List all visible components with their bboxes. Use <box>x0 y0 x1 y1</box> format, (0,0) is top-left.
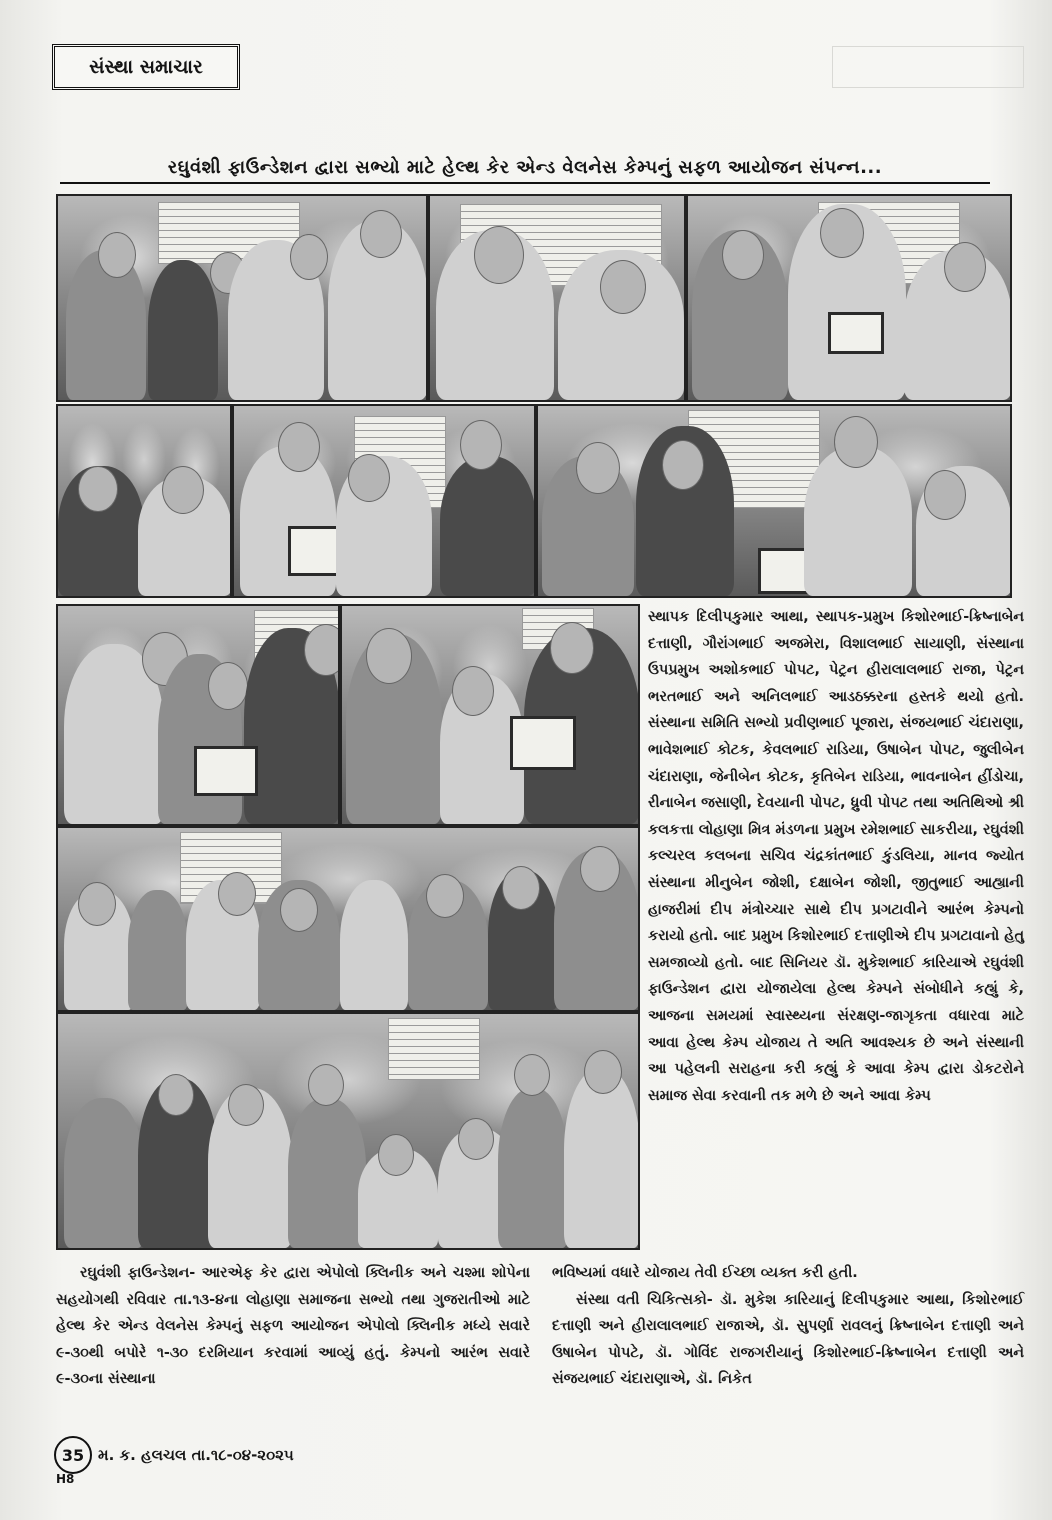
page-number: 35 <box>54 1436 92 1474</box>
section-label: સંસ્થા સમાચાર <box>52 44 240 90</box>
photo-two-men <box>428 194 686 402</box>
photo-women-award-2 <box>340 604 640 826</box>
article-paragraph-end: ભવિષ્યમાં વધારે યોજાય તેવી ઈચ્છા વ્યક્ત કરી હતી. <box>552 1265 858 1281</box>
article-bottom-right-column <box>552 1260 1024 1393</box>
article-bottom-left-column <box>56 1260 530 1393</box>
article-intro-paragraph: રઘુવંશી ફાઉન્ડેશન- આરએફ કેર દ્વારા એપોલો ક્લિનીક અને ચશ્મા શોપેના સહયોગથી રવિવાર તા.૧૩-૪ના લોહાણા સમાજના સભ્યો તથા ગુજરાતીઓ માટે હેલ્થ કેર એન્ડ વેલનેસ કેમ્પનું સફળ આયોજન એપોલો ક્લિનીક મધ્યે સવારે ૯-૩૦થી બપોરે ૧-૩૦ દરમિયાન કરવામાં આવ્યું હતું. કેમ્પનો આરંભ સવારે ૯-૩૦ના સંસ્થાના <box>56 1265 530 1388</box>
publication-line: મ. ક. હલચલ તા.૧૮-૦૪-૨૦૨૫ <box>98 1446 294 1464</box>
photo-women-award-1 <box>56 604 340 826</box>
bleed-through-footer <box>720 1436 1030 1460</box>
photo-plaque-presentation-1 <box>686 194 1012 402</box>
page-footer <box>54 1436 294 1474</box>
article-right-column <box>648 604 1024 1250</box>
photo-lamp-lighting <box>56 194 428 402</box>
photo-two-women <box>56 404 232 598</box>
photo-women-group <box>56 826 640 1012</box>
photo-four-men <box>536 404 1012 598</box>
page-code: H8 <box>56 1472 75 1486</box>
bleed-through-label <box>832 46 1024 88</box>
photo-plaque-presentation-2 <box>232 404 536 598</box>
article-felicitation-paragraph: સંસ્થા વતી ચિકિત્સકો- ડૉ. મુકેશ કારિયાનું દિલીપકુમાર આથા, કિશોરભાઈ દત્તાણી અને હીરાલાલભાઈ રાજાએ, ડૉ. સુપર્ણા રાવલનું ક્રિષ્નાબેન દત્તાણી અને ઉષાબેન પોપટે, ડૉ. ગોવિંદ રાજગરીયાનું કિશોરભાઈ-ક્રિષ્નાબેન દત્તાણી અને સંજયભાઈ ચંદારાણાએ, ડૉ. નિકેત <box>552 1291 1024 1388</box>
article-paragraph-continued: સ્થાપક દિલીપકુમાર આથા, સ્થાપક-પ્રમુખ કિશોરભાઈ-ક્રિષ્નાબેન દત્તાણી, ગૌરાંગભાઈ અજમેરા, વિશાલભાઈ સાયાણી, સંસ્થાના ઉપપ્રમુખ અશોકભાઈ પોપટ, પેટ્રન હીરાલાલભાઈ રાજા, પેટ્રન ભરતભાઈ અને અનિલભાઈ આડઠક્કરના હસ્તકે થયો હતો. સંસ્થાના સમિતિ સભ્યો પ્રવીણભાઈ પૂજારા, સંજયભાઈ ચંદારાણા, ભાવેશભાઈ કોટક, કેવલભાઈ રાડિયા, ઉષાબેન પોપટ, જુલીબેન ચંદારાણા, જેનીબેન કોટક, કૃતિબેન રાડિયા, ભાવનાબેન હીંડોચા, રીનાબેન જસાણી, દેવયાની પોપટ, ધ્રુવી પોપટ તથા અતિથિઓ શ્રી કલકત્તા લોહાણા મિત્ર મંડળના પ્રમુખ રમેશભાઈ સાકરીયા, રઘુવંશી કલ્ચરલ કલબના સચિવ ચંદ્રકાંતભાઈ કુંડલિયા, માનવ જ્યોત સંસ્થાના મીનુબેન જોશી, દક્ષાબેન જોશી, જીતુભાઈ આહ્યાની હાજરીમાં દીપ મંત્રોચ્ચાર સાથે દીપ પ્રગટાવીને આરંભ કેમ્પનો કરાયો હતો. બાદ પ્રમુખ કિશોરભાઈ દત્તાણીએ દીપ પ્રગટાવાનો હેતુ સમજાવ્યો હતો. બાદ સિનિયર ડૉ. મુકેશભાઈ કારિયાએ રઘુવંશી ફાઉન્ડેશન દ્વારા યોજાયેલા હેલ્થ કેમ્પને સંબોધીને કહ્યું કે, આજના સમયમાં સ્વાસ્થ્યના સંરક્ષણ-જાગૃકતા વધારવા માટે આવા હેલ્થ કેમ્પ યોજાય તે અતિ આવશ્યક છે અને સંસ્થાની આ પહેલની સરાહના કરી કહ્યું કે આવા કેમ્પ દ્વારા ડોકટરોને સમાજ સેવા કરવાની તક મળે છે અને આવા કેમ્પ <box>648 609 1024 1104</box>
photo-large-group <box>56 1012 640 1250</box>
headline: રઘુવંશી ફાઉન્ડેશન દ્વારા સભ્યો માટે હેલ્થ કેર એન્ડ વેલનેસ કેમ્પનું સફળ આયોજન સંપન્ન... <box>60 150 990 184</box>
